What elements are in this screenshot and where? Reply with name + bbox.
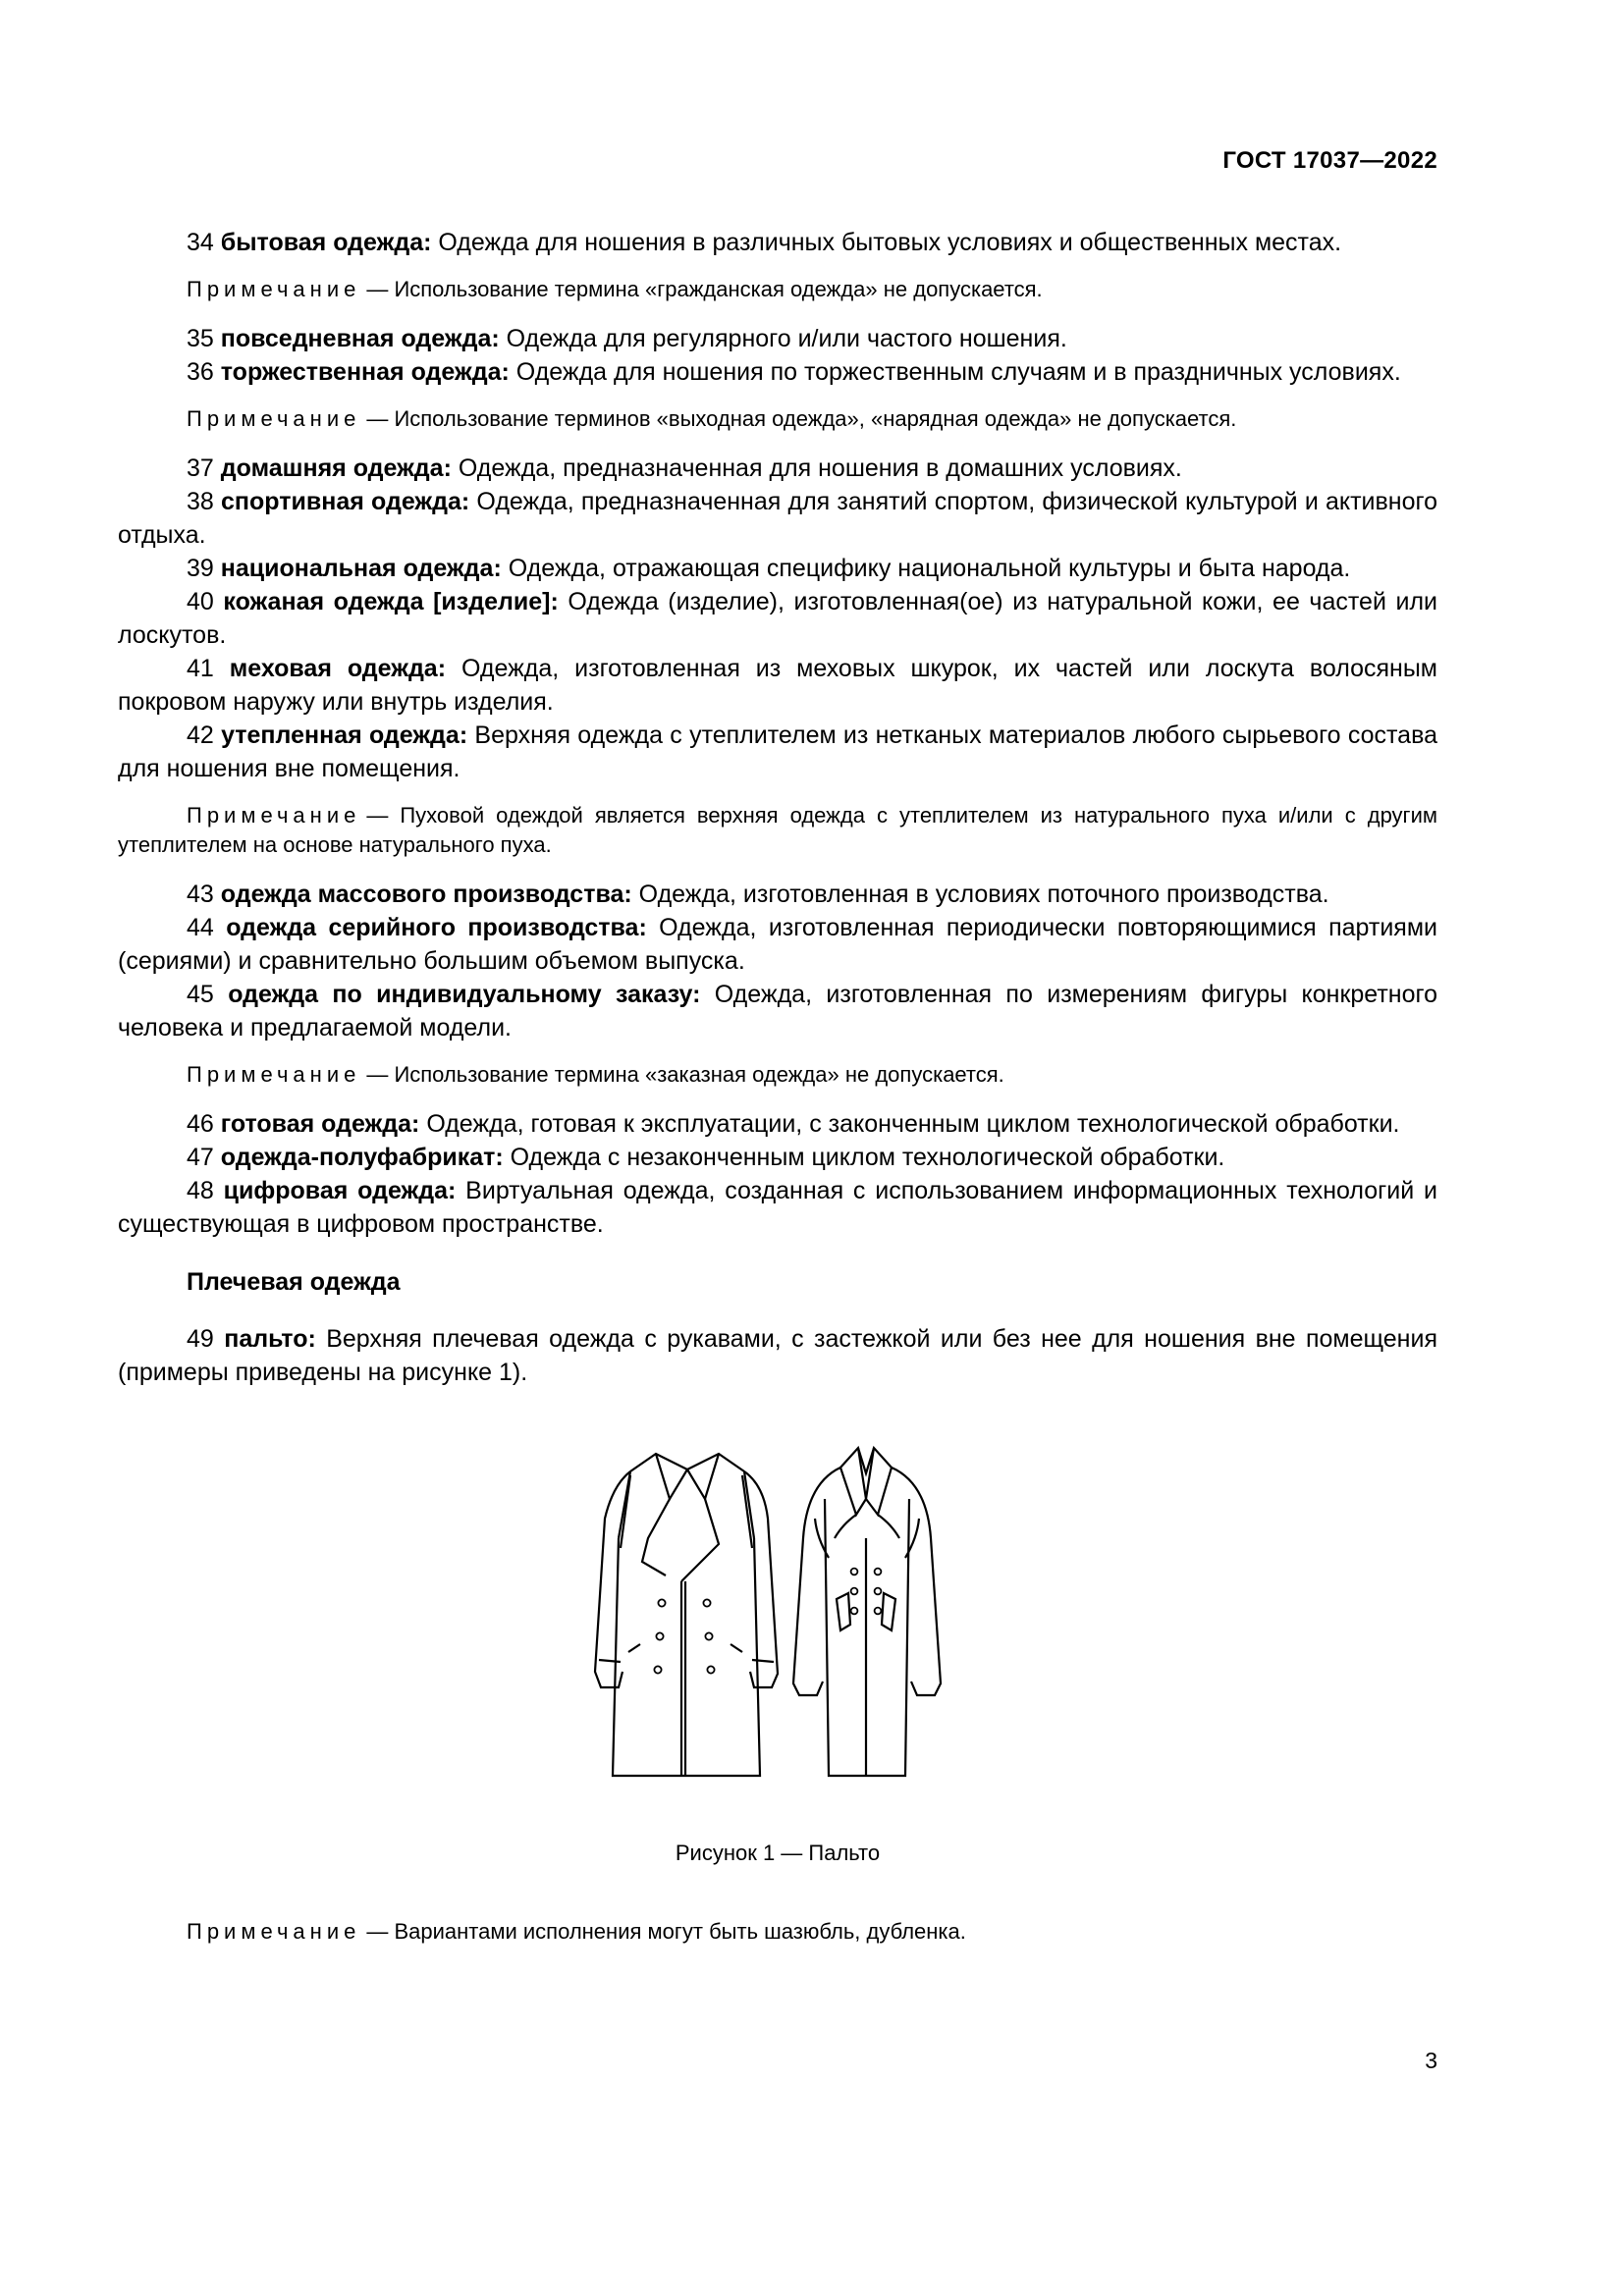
note: [118, 1060, 1437, 1090]
term-definition: Верхняя плечевая одежда с рукавами, с застежкой или без нее для ношения вне помещения (примеры приведены на рисунке 1).: [118, 1325, 1437, 1386]
term-number: 43: [187, 881, 214, 908]
term-definition: Одежда, изготовленная из меховых шкурок, их частей или лоскута волосяным покровом наружу или внутрь изделия.: [118, 655, 1437, 716]
term-41: [118, 652, 1437, 719]
term-47: [118, 1141, 1437, 1174]
term-definition: Виртуальная одежда, созданная с использованием информационных технологий и существующая в цифровом пространстве.: [118, 1177, 1437, 1238]
term-definition: Одежда для регулярного и/или частого ношения.: [499, 325, 1067, 352]
note-text: — Использование термина «гражданская одежда» не допускается.: [366, 277, 1043, 301]
term-definition: Одежда (изделие), изготовленная(ое) из натуральной кожи, ее частей или лоскутов.: [118, 588, 1438, 649]
figure-caption: Рисунок 1 — Пальто: [675, 1841, 881, 1865]
coat-right-drawing: [793, 1448, 941, 1776]
term-name: одежда серийного производства:: [226, 914, 647, 941]
note-text: — Пуховой одеждой является верхняя одежда с утеплителем из натурального пуха и/или с другим утеплителем на основе натурального пуха.: [118, 803, 1437, 857]
term-number: 38: [187, 488, 214, 515]
term-number: 37: [187, 454, 214, 482]
figure-coats: [118, 1430, 1437, 1813]
term-definition: Одежда для ношения в различных бытовых условиях и общественных местах.: [431, 229, 1342, 256]
term-49: [118, 1322, 1437, 1389]
term-definition: Одежда, готовая к эксплуатации, с законченным циклом технологической обработки.: [419, 1110, 1400, 1138]
term-number: 36: [187, 358, 214, 386]
note: [118, 275, 1437, 304]
term-definition: Одежда, изготовленная в условиях поточного производства.: [631, 881, 1329, 908]
term-name: повседневная одежда:: [220, 325, 500, 352]
term-name: цифровая одежда:: [223, 1177, 457, 1204]
term-number: 41: [187, 655, 214, 682]
term-number: 49: [187, 1325, 214, 1353]
term-name: пальто:: [224, 1325, 316, 1353]
note-bottom: [118, 1917, 1437, 1947]
term-definition: Одежда с незаконченным циклом технологической обработки.: [503, 1144, 1225, 1171]
coat-left-drawing: [595, 1454, 778, 1776]
term-number: 35: [187, 325, 214, 352]
term-35: [118, 322, 1437, 355]
term-name: меховая одежда:: [229, 655, 447, 682]
term-definition: Одежда для ношения по торжественным случаям и в праздничных условиях.: [509, 358, 1401, 386]
term-name: бытовая одежда:: [220, 229, 432, 256]
term-34: [118, 226, 1437, 259]
term-name: кожаная одежда [изделие]:: [223, 588, 559, 615]
term-name: домашняя одежда:: [220, 454, 452, 482]
term-name: готовая одежда:: [220, 1110, 420, 1138]
note-label: Примечание: [187, 277, 361, 301]
term-definition: Одежда, отражающая специфику национальной культуры и быта народа.: [501, 555, 1351, 582]
term-definition: Одежда, предназначенная для ношения в домашних условиях.: [451, 454, 1182, 482]
term-name: спортивная одежда:: [221, 488, 470, 515]
term-42: [118, 719, 1437, 785]
term-number: 40: [187, 588, 214, 615]
term-definition: Одежда, изготовленная периодически повторяющимися партиями (сериями) и сравнительно большим объемом выпуска.: [118, 914, 1437, 975]
term-definition: Одежда, предназначенная для занятий спортом, физической культурой и активного отдыха.: [118, 488, 1437, 549]
term-number: 42: [187, 721, 214, 749]
term-number: 48: [187, 1177, 214, 1204]
term-39: [118, 552, 1437, 585]
term-name: одежда массового производства:: [220, 881, 632, 908]
document-body: [118, 226, 1437, 1964]
term-number: 46: [187, 1110, 214, 1138]
term-name: торжественная одежда:: [220, 358, 510, 386]
term-46: [118, 1107, 1437, 1141]
term-definition: Одежда, изготовленная по измерениям фигуры конкретного человека и предлагаемой модели.: [118, 981, 1437, 1041]
term-number: 47: [187, 1144, 214, 1171]
term-number: 44: [187, 914, 214, 941]
term-37: [118, 452, 1437, 485]
note-text: — Вариантами исполнения могут быть шазюбль, дубленка.: [366, 1919, 966, 1944]
coat-illustrations: [571, 1430, 984, 1813]
term-name: утепленная одежда:: [221, 721, 468, 749]
term-name: одежда-полуфабрикат:: [220, 1144, 504, 1171]
term-38: [118, 485, 1437, 552]
section-title: Плечевая одежда: [187, 1268, 401, 1296]
term-45: [118, 978, 1437, 1044]
note: [118, 404, 1437, 434]
term-name: одежда по индивидуальному заказу:: [228, 981, 701, 1008]
note-text: — Использование термина «заказная одежда» не допускается.: [366, 1062, 1004, 1087]
term-40: [118, 585, 1437, 652]
note-label: Примечание: [187, 1919, 361, 1944]
term-definition: Верхняя одежда с утеплителем из нетканых материалов любого сырьевого состава для ношения вне помещения.: [118, 721, 1437, 782]
term-number: 34: [187, 229, 214, 256]
term-48: [118, 1174, 1437, 1241]
term-44: [118, 911, 1437, 978]
document-code: ГОСТ 17037—2022: [1222, 147, 1437, 174]
terms-list: [118, 226, 1437, 1241]
note: [118, 801, 1437, 860]
term-name: национальная одежда:: [220, 555, 502, 582]
note-label: Примечание: [187, 803, 361, 828]
term-number: 39: [187, 555, 214, 582]
term-43: [118, 878, 1437, 911]
term-36: [118, 355, 1437, 389]
term-number: 45: [187, 981, 214, 1008]
note-label: Примечание: [187, 1062, 361, 1087]
note-label: Примечание: [187, 406, 361, 431]
note-text: — Использование терминов «выходная одежда», «нарядная одежда» не допускается.: [366, 406, 1237, 431]
page-number: 3: [1425, 2048, 1437, 2073]
